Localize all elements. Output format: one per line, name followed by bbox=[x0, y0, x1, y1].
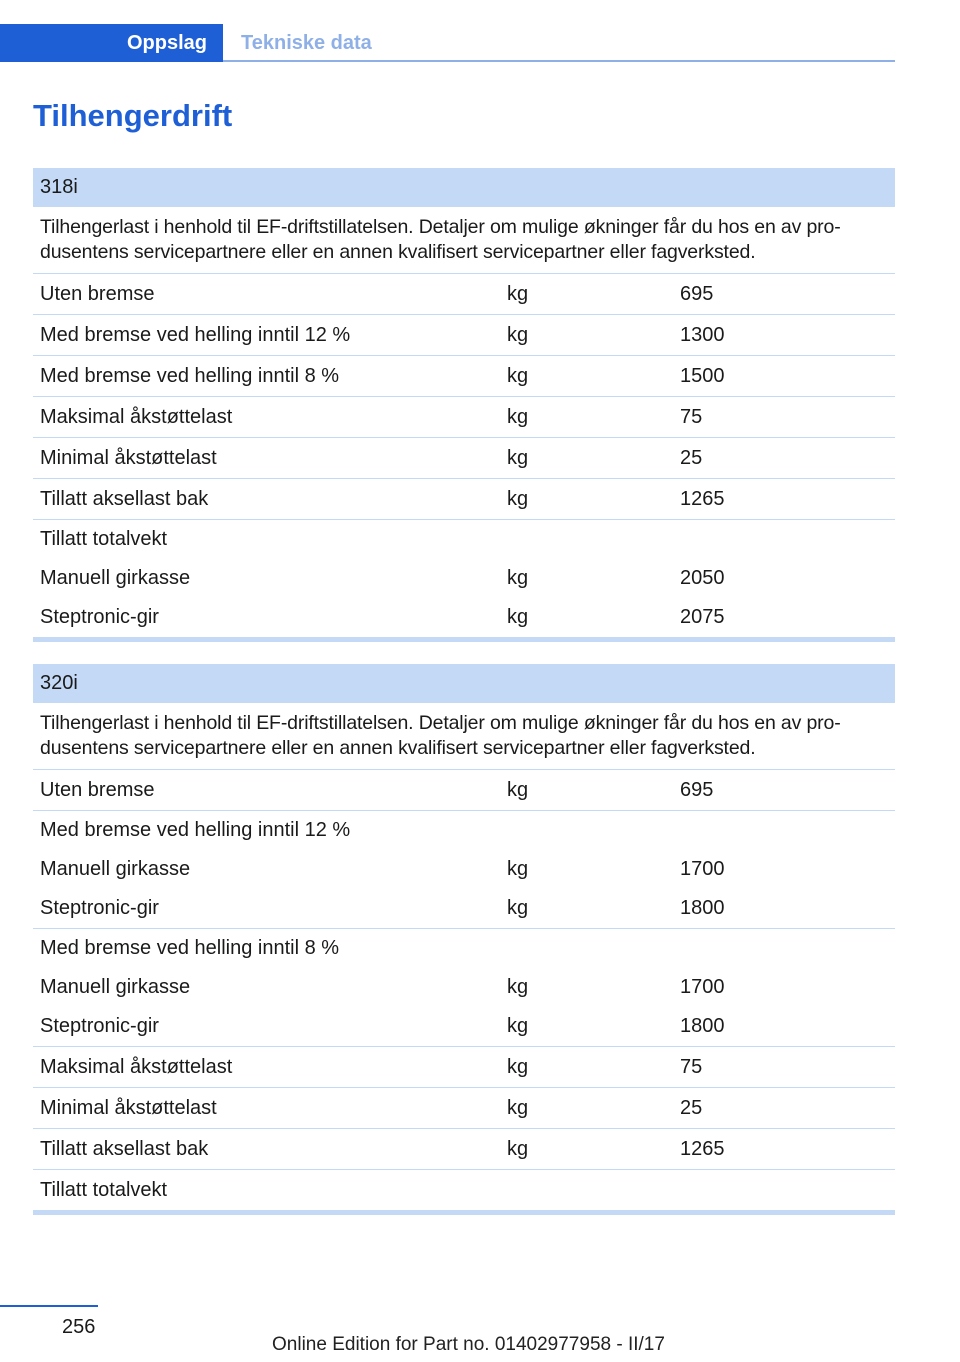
table-row bbox=[33, 1007, 895, 1047]
row-unit: kg bbox=[507, 323, 529, 346]
table-end-rule bbox=[33, 637, 895, 642]
row-value: 1700 bbox=[680, 976, 725, 998]
spec-table-318i bbox=[33, 168, 895, 642]
table-heading: 320i bbox=[33, 664, 895, 703]
table-row bbox=[33, 1170, 895, 1210]
row-label: Tillatt totalvekt bbox=[40, 1178, 168, 1201]
row-value: 25 bbox=[680, 446, 703, 469]
table-row bbox=[33, 889, 895, 929]
table-row bbox=[33, 315, 895, 356]
row-label: Minimal åkstøttelast bbox=[40, 446, 217, 469]
row-label: Steptronic-gir bbox=[40, 897, 159, 919]
row-unit: kg bbox=[507, 606, 529, 628]
table-row bbox=[33, 811, 895, 850]
row-value: 1800 bbox=[680, 1015, 725, 1037]
table-row bbox=[33, 356, 895, 397]
table-row bbox=[33, 850, 895, 889]
row-value: 75 bbox=[680, 1055, 703, 1078]
row-unit: kg bbox=[507, 1096, 529, 1119]
table-row bbox=[33, 598, 895, 637]
row-unit: kg bbox=[507, 446, 529, 469]
edition-footer: Online Edition for Part no. 01402977958 - II/17 bbox=[272, 1334, 665, 1355]
row-value: 75 bbox=[680, 405, 703, 428]
row-unit: kg bbox=[507, 1137, 529, 1160]
spec-table-320i bbox=[33, 664, 895, 1215]
row-value: 695 bbox=[680, 282, 714, 305]
row-value: 25 bbox=[680, 1096, 703, 1119]
row-unit: kg bbox=[507, 405, 529, 428]
row-value: 2075 bbox=[680, 606, 725, 628]
table-row bbox=[33, 479, 895, 520]
table-row bbox=[33, 968, 895, 1007]
section-tabs bbox=[0, 24, 895, 62]
table-row bbox=[33, 438, 895, 479]
row-label: Tillatt aksellast bak bbox=[40, 1137, 209, 1160]
table-description: Tilhengerlast i henhold til EF-driftstillatelsen. Detaljer om mulige økninger får du hos en av pro-dusentens servicepartnere eller en annen kvalifisert servicepartner eller fagverksted. bbox=[33, 207, 895, 274]
row-unit: kg bbox=[507, 567, 529, 589]
table-row bbox=[33, 1047, 895, 1088]
table-row bbox=[33, 559, 895, 598]
row-label: Uten bremse bbox=[40, 778, 155, 801]
table-row bbox=[33, 929, 895, 968]
row-value: 695 bbox=[680, 778, 714, 801]
row-value: 1265 bbox=[680, 1137, 725, 1160]
row-label: Med bremse ved helling inntil 8 % bbox=[40, 364, 340, 387]
row-unit: kg bbox=[507, 897, 529, 919]
row-unit: kg bbox=[507, 1015, 529, 1037]
row-value: 1300 bbox=[680, 323, 725, 346]
page-number: 256 bbox=[62, 1316, 96, 1338]
row-unit: kg bbox=[507, 1055, 529, 1078]
page-title: Tilhengerdrift bbox=[33, 98, 233, 133]
row-value: 2050 bbox=[680, 567, 725, 589]
row-value: 1265 bbox=[680, 487, 725, 510]
row-unit: kg bbox=[507, 778, 529, 801]
row-value: 1700 bbox=[680, 858, 725, 880]
row-label: Med bremse ved helling inntil 8 % bbox=[40, 937, 340, 959]
row-label: Med bremse ved helling inntil 12 % bbox=[40, 819, 351, 841]
page-number-rule bbox=[0, 1305, 98, 1307]
row-unit: kg bbox=[507, 976, 529, 998]
table-row bbox=[33, 520, 895, 559]
row-unit: kg bbox=[507, 487, 529, 510]
row-value: 1800 bbox=[680, 897, 725, 919]
tab-rule bbox=[223, 60, 895, 62]
row-label: Tillatt totalvekt bbox=[40, 528, 168, 550]
row-label: Maksimal åkstøttelast bbox=[40, 405, 233, 428]
table-end-rule bbox=[33, 1210, 895, 1215]
row-label: Tillatt aksellast bak bbox=[40, 487, 209, 510]
row-unit: kg bbox=[507, 364, 529, 387]
row-label: Manuell girkasse bbox=[40, 567, 191, 589]
row-label: Maksimal åkstøttelast bbox=[40, 1055, 233, 1078]
row-label: Manuell girkasse bbox=[40, 858, 191, 880]
row-label: Steptronic-gir bbox=[40, 1015, 159, 1037]
row-label: Minimal åkstøttelast bbox=[40, 1096, 217, 1119]
table-row bbox=[33, 274, 895, 315]
row-label: Uten bremse bbox=[40, 282, 155, 305]
row-label: Med bremse ved helling inntil 12 % bbox=[40, 323, 351, 346]
table-row bbox=[33, 1088, 895, 1129]
table-row bbox=[33, 397, 895, 438]
row-label: Manuell girkasse bbox=[40, 976, 191, 998]
row-unit: kg bbox=[507, 858, 529, 880]
table-row bbox=[33, 1129, 895, 1170]
row-value: 1500 bbox=[680, 364, 725, 387]
row-label: Steptronic-gir bbox=[40, 606, 159, 628]
table-description: Tilhengerlast i henhold til EF-driftstillatelsen. Detaljer om mulige økninger får du hos en av pro-dusentens servicepartnere eller en annen kvalifisert servicepartner eller fagverksted. bbox=[33, 703, 895, 770]
tab-oppslag[interactable]: Oppslag bbox=[0, 24, 223, 62]
row-unit: kg bbox=[507, 282, 529, 305]
tab-tekniske-data[interactable]: Tekniske data bbox=[241, 32, 372, 54]
table-row bbox=[33, 770, 895, 811]
table-heading: 318i bbox=[33, 168, 895, 207]
